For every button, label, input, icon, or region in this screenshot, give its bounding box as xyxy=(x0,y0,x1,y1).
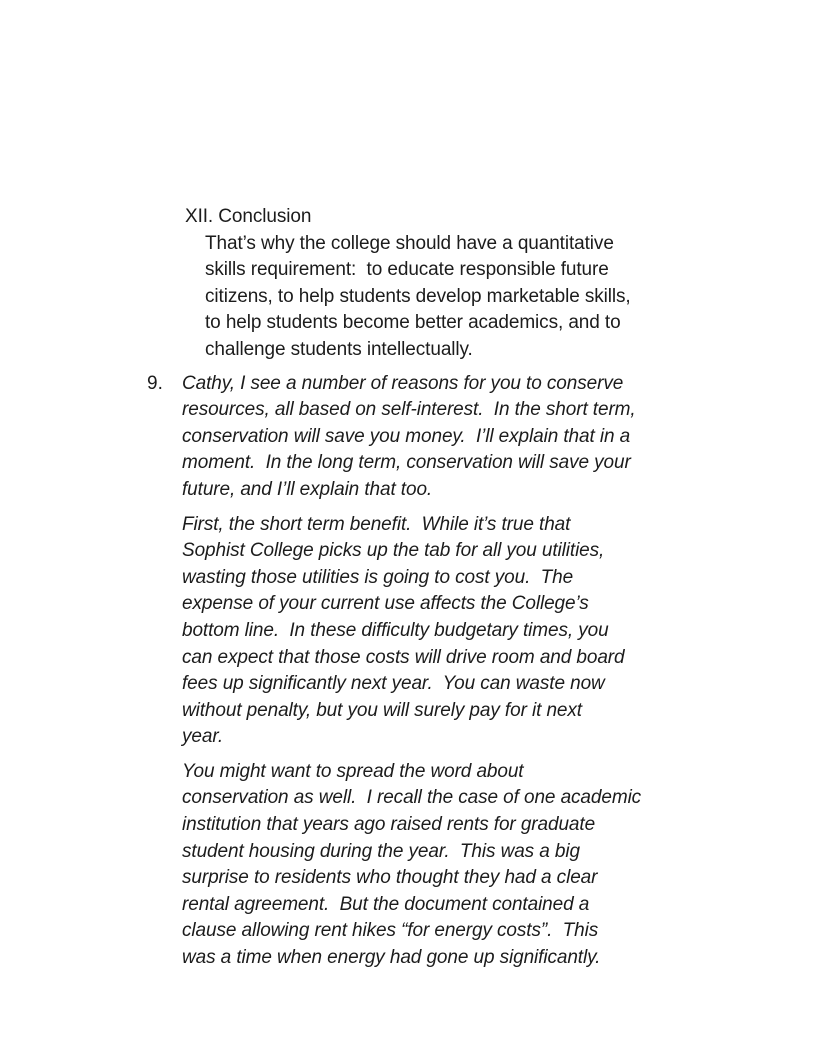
text-line: year. xyxy=(182,726,224,748)
text-line: resources, all based on self-interest. In the short term, xyxy=(182,399,636,421)
text-line: First, the short term benefit. While it’s true that xyxy=(182,513,571,535)
section-body-text xyxy=(205,231,707,364)
text-line: conservation will save you money. I’ll explain that in a xyxy=(182,425,631,447)
text-line: Sophist College picks up the tab for all you utilities, xyxy=(182,540,605,562)
page-content xyxy=(147,204,707,980)
text-line: You might want to spread the word about xyxy=(182,760,524,782)
text-line: wasting those utilities is going to cost you. The xyxy=(182,566,574,588)
list-item-9 xyxy=(147,371,707,980)
text-line: citizens, to help students develop marketable skills, xyxy=(205,285,631,307)
paragraph-short-term-benefit xyxy=(182,512,707,751)
text-line: without penalty, but you will surely pay for it next xyxy=(182,699,582,721)
text-line: expense of your current use affects the College’s xyxy=(182,593,589,615)
text-line: moment. In the long term, conservation will save your xyxy=(182,452,631,474)
text-line: bottom line. In these difficulty budgetary times, you xyxy=(182,619,609,641)
text-line: conservation as well. I recall the case of one academic xyxy=(182,787,642,809)
list-item-body xyxy=(182,371,707,980)
conclusion-section xyxy=(185,204,707,364)
text-line: can expect that those costs will drive room and board xyxy=(182,646,625,668)
text-line: skills requirement: to educate responsible future xyxy=(205,259,609,281)
text-line: surprise to residents who thought they had a clear xyxy=(182,867,598,889)
text-line: student housing during the year. This was a big xyxy=(182,840,580,862)
text-line: That’s why the college should have a quantitative xyxy=(205,232,614,254)
text-line: challenge students intellectually. xyxy=(205,338,473,360)
text-line: to help students become better academics, and to xyxy=(205,312,621,334)
paragraph-conserve-reasons xyxy=(182,371,707,504)
list-item-number: 9. xyxy=(147,372,163,394)
section-heading: XII. Conclusion xyxy=(185,206,312,227)
text-line: was a time when energy had gone up significantly. xyxy=(182,947,601,969)
text-line: Cathy, I see a number of reasons for you to conserve xyxy=(182,372,624,394)
text-line: rental agreement. But the document contained a xyxy=(182,893,590,915)
text-line: future, and I’ll explain that too. xyxy=(182,478,433,500)
text-line: clause allowing rent hikes “for energy costs”. This xyxy=(182,920,599,942)
text-line: institution that years ago raised rents for graduate xyxy=(182,814,596,836)
paragraph-spread-the-word xyxy=(182,759,707,972)
text-line: fees up significantly next year. You can waste now xyxy=(182,673,605,695)
